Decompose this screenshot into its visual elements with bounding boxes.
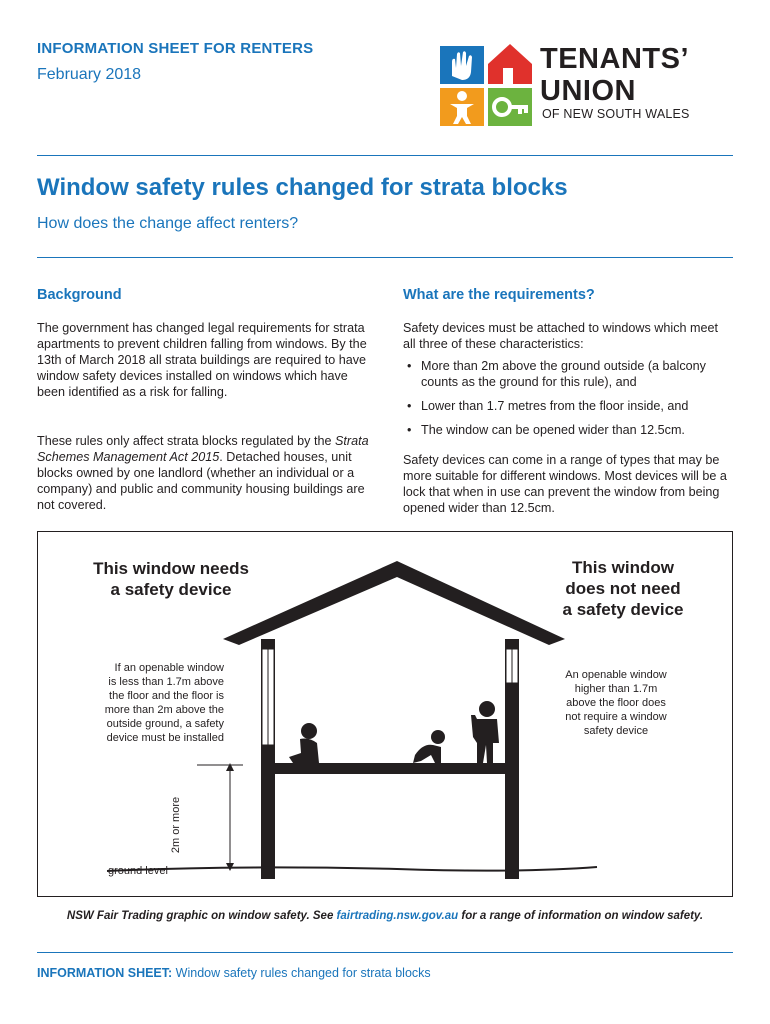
- child-sitting-icon: [289, 723, 319, 763]
- requirements-closing: Safety devices can come in a range of types that may be more suitable for different windows. Most devices will be a lock that when in use can prevent the window from being opened wider than 12.5cm.: [403, 453, 727, 515]
- child-standing-icon: [471, 701, 499, 763]
- no-device-note: An openable window higher than 1.7m above the floor does not require a window safety device: [565, 669, 667, 737]
- diagram-caption: NSW Fair Trading graphic on window safety. See fairtrading.nsw.gov.au for a range of information on window safety.: [66, 910, 704, 922]
- list-item: • The window can be opened wider than 12.5cm.: [403, 422, 738, 438]
- logo-text-union: UNION: [540, 75, 636, 107]
- background-paragraph-2: These rules only affect strata blocks regulated by the Strata Schemes Management Act 2015. Detached houses, unit blocks owned by one landlord (whether an individual or a company) and public and community housing buildings are not covered.: [37, 434, 369, 512]
- title-divider: [37, 257, 733, 258]
- background-heading: Background: [37, 287, 122, 303]
- background-paragraph-1: The government has changed legal requirements for strata apartments to prevent children falling from windows. By the 13th of March 2018 all strata buildings are required to have window safety devices installed on windows which have been identified as a risk for falling.: [37, 321, 367, 399]
- no-device-title: This window does not need a safety device: [562, 558, 684, 619]
- page-subtitle: How does the change affect renters?: [37, 215, 299, 232]
- publish-date: February 2018: [37, 66, 142, 83]
- logo-text-nsw: OF NEW SOUTH WALES: [542, 107, 690, 121]
- logo-text-tenants: TENANTS’: [540, 43, 689, 75]
- needs-device-title: This window needs a safety device: [93, 559, 249, 599]
- height-label: 2m or more: [170, 796, 182, 854]
- footer-divider: [37, 952, 733, 953]
- tenants-union-logo-icon: [440, 44, 532, 126]
- requirements-list: [403, 358, 738, 438]
- baby-crawling-icon: [413, 730, 445, 763]
- fair-trading-link[interactable]: fairtrading.nsw.gov.au: [336, 910, 459, 922]
- list-item: • More than 2m above the ground outside (a balcony counts as the ground for this rule), and: [403, 358, 738, 390]
- act-name: Strata Schemes Management Act 2015: [37, 434, 369, 464]
- header-divider: [37, 155, 733, 156]
- page-title: Window safety rules changed for strata blocks: [37, 174, 568, 201]
- page-footer: INFORMATION SHEET: Window safety rules changed for strata blocks: [37, 966, 431, 980]
- list-item: • Lower than 1.7 metres from the floor inside, and: [403, 398, 738, 414]
- ground-level-label: ground level: [108, 865, 168, 877]
- requirements-heading: What are the requirements?: [403, 287, 595, 303]
- requirements-intro: Safety devices must be attached to windows which meet all three of these characteristics:: [403, 321, 719, 351]
- info-sheet-eyebrow: INFORMATION SHEET FOR RENTERS: [37, 40, 314, 57]
- needs-device-note: If an openable window is less than 1.7m above the floor and the floor is more than 2m above the outside ground, a safety device must be installed: [104, 662, 224, 744]
